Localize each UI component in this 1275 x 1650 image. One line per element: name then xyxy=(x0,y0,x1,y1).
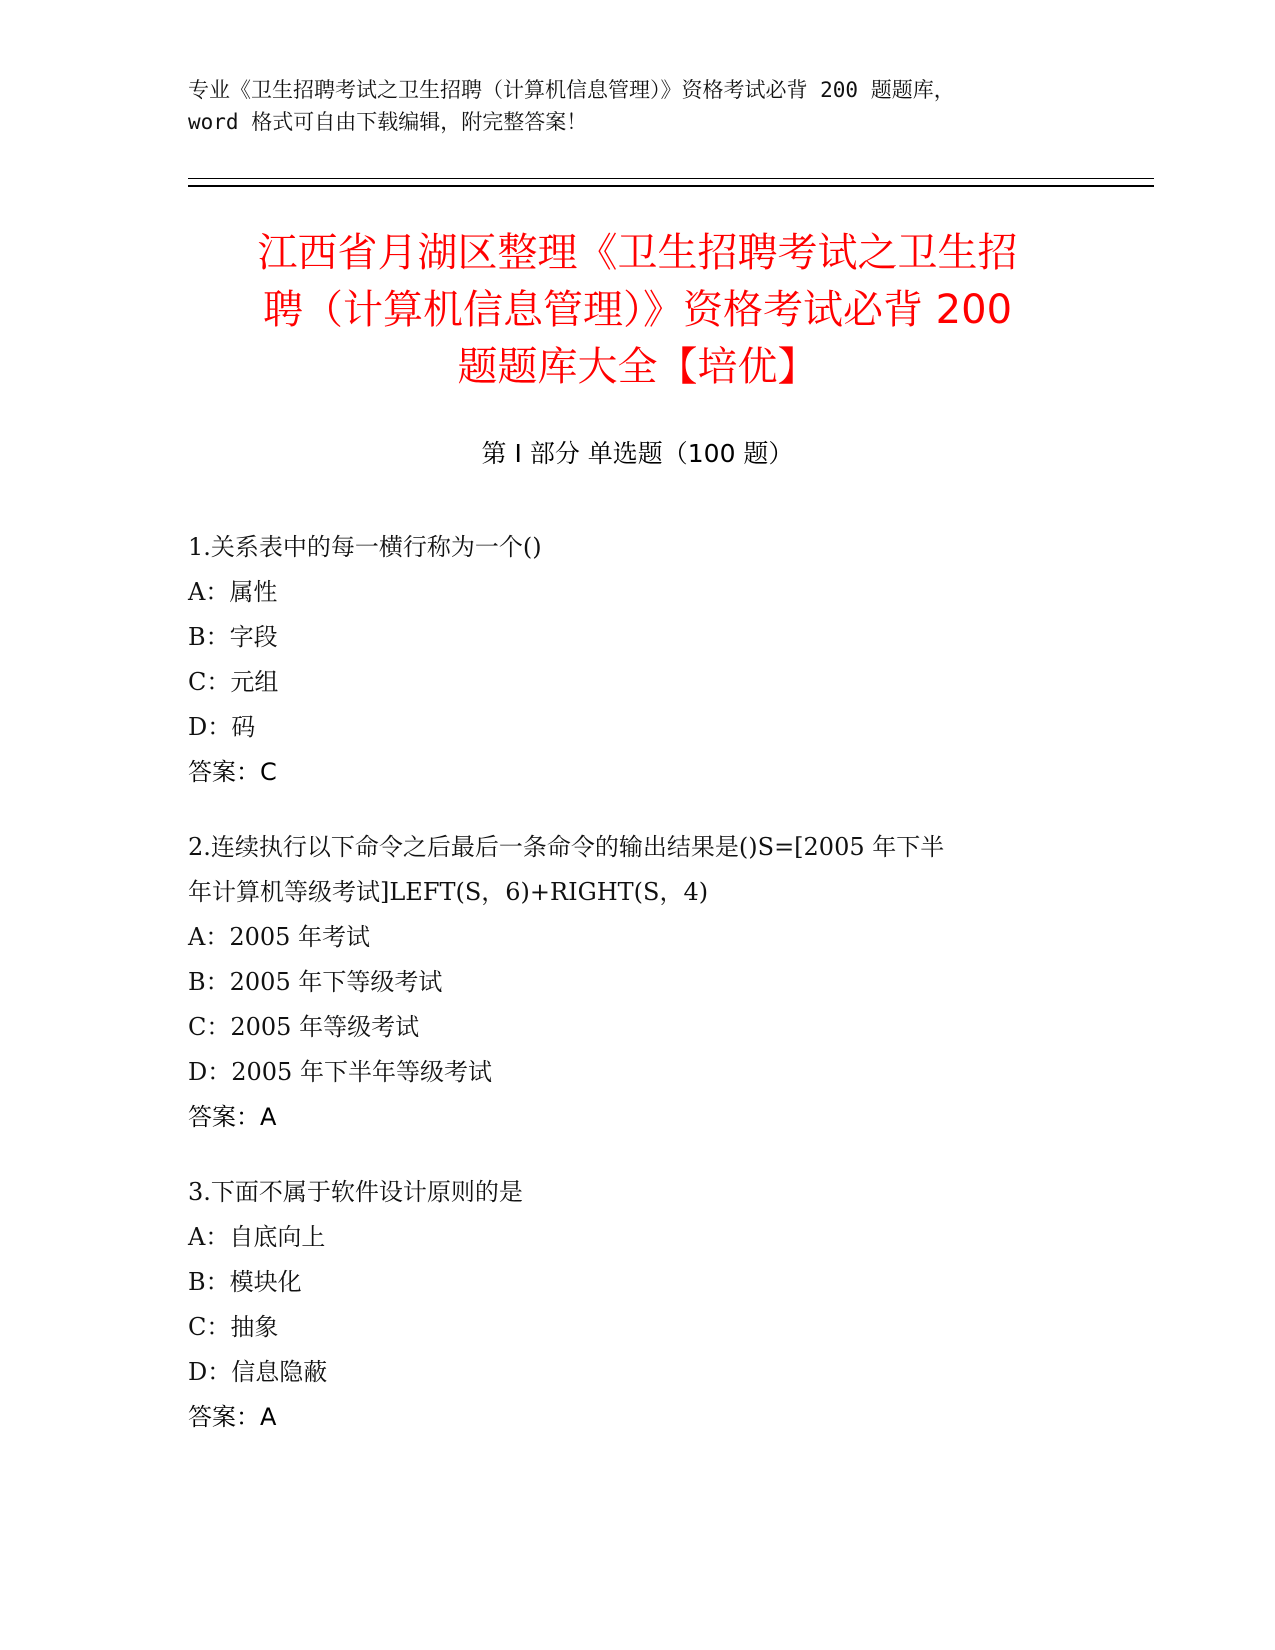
question-2 xyxy=(188,825,1088,1140)
answer-line: 答案：A xyxy=(188,1403,277,1431)
option-b: B：2005 年下等级考试 xyxy=(188,968,443,996)
option-b: B：模块化 xyxy=(188,1268,302,1296)
header-note xyxy=(188,74,1108,138)
option-a: A：2005 年考试 xyxy=(188,923,371,951)
answer-line: 答案：C xyxy=(188,758,277,786)
title-line-1: 江西省月湖区整理《卫生招聘考试之卫生招 xyxy=(257,230,1018,276)
header-note-line-1: 专业《卫生招聘考试之卫生招聘（计算机信息管理）》资格考试必背 200 题题库， xyxy=(188,78,955,102)
option-b: B：字段 xyxy=(188,623,278,651)
question-stem-continued: 年计算机等级考试]LEFT(S，6)+RIGHT(S，4) xyxy=(188,878,709,906)
divider-thick xyxy=(188,185,1154,187)
answer-line: 答案：A xyxy=(188,1103,277,1131)
question-stem: 1.关系表中的每一横行称为一个() xyxy=(188,533,542,561)
question-3 xyxy=(188,1170,1088,1440)
divider-thin xyxy=(188,178,1154,179)
option-c: C：2005 年等级考试 xyxy=(188,1013,420,1041)
option-a: A：属性 xyxy=(188,578,278,606)
document-title xyxy=(150,225,1125,396)
option-d: D：码 xyxy=(188,713,256,741)
question-list xyxy=(188,525,1088,1470)
option-c: C：元组 xyxy=(188,668,279,696)
question-stem: 3.下面不属于软件设计原则的是 xyxy=(188,1178,523,1206)
title-line-2: 聘（计算机信息管理）》资格考试必背 200 xyxy=(262,287,1013,333)
section-heading: 第 I 部分 单选题（100 题） xyxy=(481,439,794,468)
question-1 xyxy=(188,525,1088,795)
option-a: A：自底向上 xyxy=(188,1223,326,1251)
header-note-line-2: word 格式可自由下载编辑，附完整答案！ xyxy=(188,110,588,134)
option-d: D：2005 年下半年等级考试 xyxy=(188,1058,492,1086)
question-stem: 2.连续执行以下命令之后最后一条命令的输出结果是()S=[2005 年下半 xyxy=(188,833,945,861)
option-c: C：抽象 xyxy=(188,1313,279,1341)
option-d: D：信息隐蔽 xyxy=(188,1358,328,1386)
title-line-3: 题题库大全【培优】 xyxy=(457,344,818,390)
